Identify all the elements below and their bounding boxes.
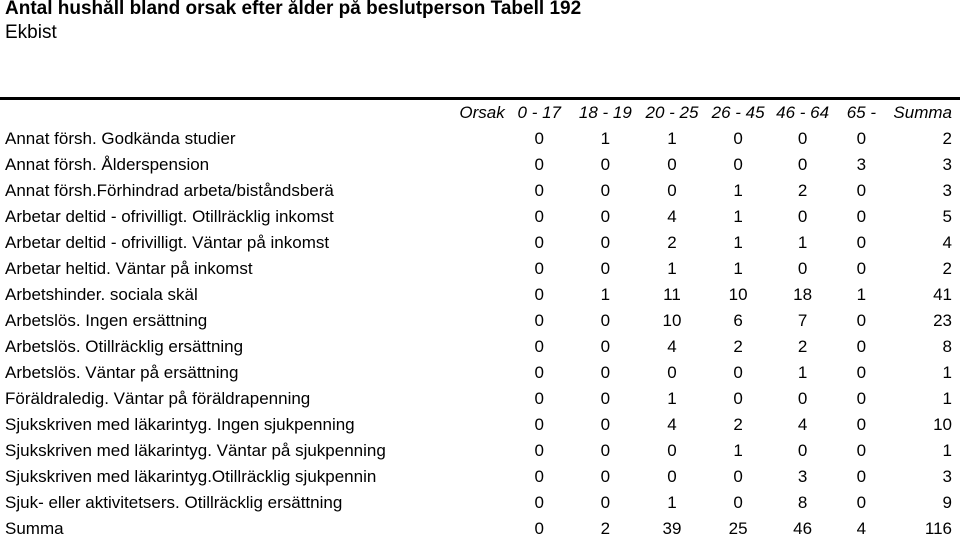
table-cell: 0 — [733, 129, 743, 148]
row-label: Sjukskriven med läkarintyg.Otillräcklig sjukpennin — [5, 467, 377, 486]
table-cell: 0 — [534, 259, 544, 278]
table-cell: 1 — [733, 233, 743, 252]
row-sum-cell: 4 — [942, 233, 952, 252]
row-label: Sjuk- eller aktivitetsers. Otillräcklig ersättning — [5, 493, 343, 512]
table-cell: 0 — [600, 337, 611, 356]
table-cell: 1 — [856, 285, 867, 304]
table-cell: 0 — [733, 467, 743, 486]
table-cell: 0 — [600, 233, 611, 252]
table-cell: 11 — [663, 285, 681, 304]
table-cell: 0 — [856, 363, 867, 382]
table-cell: 0 — [600, 181, 611, 200]
table-cell: 0 — [600, 415, 611, 434]
table-row — [0, 308, 960, 334]
table-cell: 0 — [667, 467, 677, 486]
table-cell: 0 — [667, 441, 677, 460]
row-label: Föräldraledig. Väntar på föräldrapenning — [5, 389, 311, 408]
table-row — [0, 360, 960, 386]
row-sum-cell: 23 — [933, 311, 952, 330]
table-row — [0, 204, 960, 230]
table-cell: 2 — [667, 233, 677, 252]
row-sum-cell: 9 — [942, 493, 952, 512]
table-row — [0, 126, 960, 152]
table-cell: 0 — [667, 363, 677, 382]
table-cell: 0 — [600, 467, 611, 486]
table-cell: 1 — [733, 441, 743, 460]
table-cell: 25 — [728, 519, 748, 538]
table-cell: 1 — [797, 363, 808, 382]
table-cell: 2 — [797, 337, 808, 356]
table-cell: 0 — [667, 181, 677, 200]
row-label: Arbetar heltid. Väntar på inkomst — [5, 259, 253, 278]
table-cell: 39 — [662, 519, 682, 538]
table-row — [0, 516, 960, 542]
column-header-0-17: 0 - 17 — [517, 103, 562, 122]
table-cell: 18 — [793, 285, 813, 304]
row-label: Arbetshinder. sociala skäl — [5, 285, 198, 304]
row-sum-cell: 2 — [942, 259, 952, 278]
table-body — [0, 126, 960, 542]
table-cell: 0 — [534, 389, 544, 408]
column-header-65: 65 - — [846, 103, 876, 122]
table-cell: 0 — [797, 207, 808, 226]
column-header-18-19: 18 - 19 — [578, 103, 632, 122]
table-cell: 0 — [534, 493, 544, 512]
row-label: Sjukskriven med läkarintyg. Väntar på sjukpenning — [5, 441, 386, 460]
table-cell: 0 — [600, 311, 611, 330]
row-label: Arbetslös. Otillräcklig ersättning — [5, 337, 244, 356]
table-cell: 1 — [733, 259, 743, 278]
table-cell: 10 — [662, 311, 682, 330]
table-cell: 4 — [797, 415, 808, 434]
row-label: Annat försh. Godkända studier — [5, 129, 236, 148]
table-title: Antal hushåll bland orsak efter ålder på beslutperson Tabell 192 — [5, 0, 582, 19]
table-cell: 0 — [600, 493, 611, 512]
column-header-20-25: 20 - 25 — [645, 103, 699, 122]
table-cell: 4 — [667, 207, 677, 226]
table-cell: 0 — [856, 233, 867, 252]
table-cell: 0 — [534, 181, 544, 200]
table-cell: 0 — [534, 441, 544, 460]
table-row — [0, 152, 960, 178]
column-header-summa: Summa — [893, 103, 952, 122]
table-cell: 0 — [797, 441, 808, 460]
table-cell: 46 — [793, 519, 813, 538]
table-cell: 0 — [534, 129, 544, 148]
row-sum-cell: 8 — [942, 337, 952, 356]
table-cell: 1 — [600, 129, 611, 148]
table-cell: 0 — [797, 259, 808, 278]
row-label: Sjukskriven med läkarintyg. Ingen sjukpenning — [5, 415, 355, 434]
table-cell: 0 — [534, 233, 544, 252]
table-cell: 2 — [600, 519, 611, 538]
table-cell: 0 — [856, 493, 867, 512]
table-cell: 1 — [600, 285, 611, 304]
table-cell: 4 — [667, 415, 677, 434]
column-header-46-64: 46 - 64 — [776, 103, 830, 122]
row-sum-cell: 3 — [942, 181, 952, 200]
table-cell: 0 — [534, 415, 544, 434]
table-cell: 1 — [667, 129, 677, 148]
table-cell: 2 — [733, 337, 743, 356]
table-cell: 0 — [797, 155, 808, 174]
row-label: Annat försh.Förhindrad arbeta/biståndsberä — [5, 181, 334, 200]
row-sum-cell: 10 — [933, 415, 952, 434]
row-sum-cell: 1 — [942, 389, 952, 408]
table-cell: 0 — [534, 337, 544, 356]
table-cell: 1 — [667, 493, 677, 512]
table-cell: 3 — [797, 467, 808, 486]
table-cell: 7 — [797, 311, 808, 330]
table-cell: 0 — [856, 337, 867, 356]
table-cell: 10 — [728, 285, 748, 304]
row-sum-cell: 1 — [942, 441, 952, 460]
table-cell: 4 — [856, 519, 867, 538]
row-sum-cell: 2 — [942, 129, 952, 148]
table-cell: 0 — [797, 389, 808, 408]
table-cell: 0 — [797, 129, 808, 148]
table-row — [0, 438, 960, 464]
table-cell: 1 — [797, 233, 808, 252]
row-label: Summa — [5, 519, 64, 538]
table-cell: 0 — [534, 311, 544, 330]
header-row — [0, 100, 960, 126]
table-cell: 0 — [534, 285, 544, 304]
row-sum-cell: 3 — [942, 467, 952, 486]
table-cell: 6 — [733, 311, 743, 330]
table-cell: 1 — [667, 389, 677, 408]
table-cell: 0 — [600, 207, 611, 226]
table-cell: 0 — [600, 441, 611, 460]
row-sum-cell: 3 — [942, 155, 952, 174]
table-row — [0, 282, 960, 308]
row-label: Arbetslös. Väntar på ersättning — [5, 363, 239, 382]
column-header-26-45: 26 - 45 — [711, 103, 765, 122]
table-cell: 0 — [856, 207, 867, 226]
table-row — [0, 490, 960, 516]
row-sum-cell: 41 — [933, 285, 952, 304]
table-row — [0, 178, 960, 204]
table-cell: 0 — [534, 519, 544, 538]
row-label: Arbetar deltid - ofrivilligt. Otillräcklig inkomst — [5, 207, 334, 226]
table-cell: 0 — [534, 155, 544, 174]
table-cell: 0 — [733, 389, 743, 408]
row-label: Arbetar deltid - ofrivilligt. Väntar på inkomst — [5, 233, 330, 252]
table-cell: 0 — [856, 467, 867, 486]
table-row — [0, 464, 960, 490]
data-table — [0, 100, 960, 542]
table-row — [0, 256, 960, 282]
table-cell: 0 — [667, 155, 677, 174]
table-cell: 0 — [856, 259, 867, 278]
row-sum-cell: 5 — [942, 207, 952, 226]
table-cell: 0 — [856, 415, 867, 434]
table-cell: 8 — [797, 493, 808, 512]
table-cell: 0 — [534, 467, 544, 486]
table-cell: 1 — [667, 259, 677, 278]
table-row — [0, 334, 960, 360]
row-label: Arbetslös. Ingen ersättning — [5, 311, 208, 330]
table-cell: 0 — [600, 155, 611, 174]
table-subtitle: Ekbist — [5, 22, 57, 43]
table-cell: 3 — [856, 155, 867, 174]
table-cell: 0 — [600, 389, 611, 408]
table-cell: 1 — [733, 207, 743, 226]
row-label: Annat försh. Ålderspension — [5, 155, 210, 174]
table-row — [0, 230, 960, 256]
table-cell: 0 — [733, 493, 743, 512]
table-cell: 0 — [733, 363, 743, 382]
table-cell: 0 — [534, 207, 544, 226]
table-cell: 2 — [733, 415, 743, 434]
table-cell: 0 — [856, 181, 867, 200]
row-sum-cell: 116 — [924, 519, 952, 538]
table-cell: 0 — [600, 363, 611, 382]
table-cell: 1 — [733, 181, 743, 200]
row-sum-cell: 1 — [942, 363, 952, 382]
table-row — [0, 412, 960, 438]
table-cell: 0 — [600, 259, 611, 278]
table-cell: 2 — [797, 181, 808, 200]
table-cell: 0 — [856, 129, 867, 148]
table-cell: 0 — [856, 311, 867, 330]
table-row — [0, 386, 960, 412]
table-cell: 0 — [534, 363, 544, 382]
table-cell: 0 — [856, 441, 867, 460]
table-cell: 0 — [856, 389, 867, 408]
table-cell: 0 — [733, 155, 743, 174]
table-cell: 4 — [667, 337, 677, 356]
column-header-orsak: Orsak — [459, 103, 505, 122]
